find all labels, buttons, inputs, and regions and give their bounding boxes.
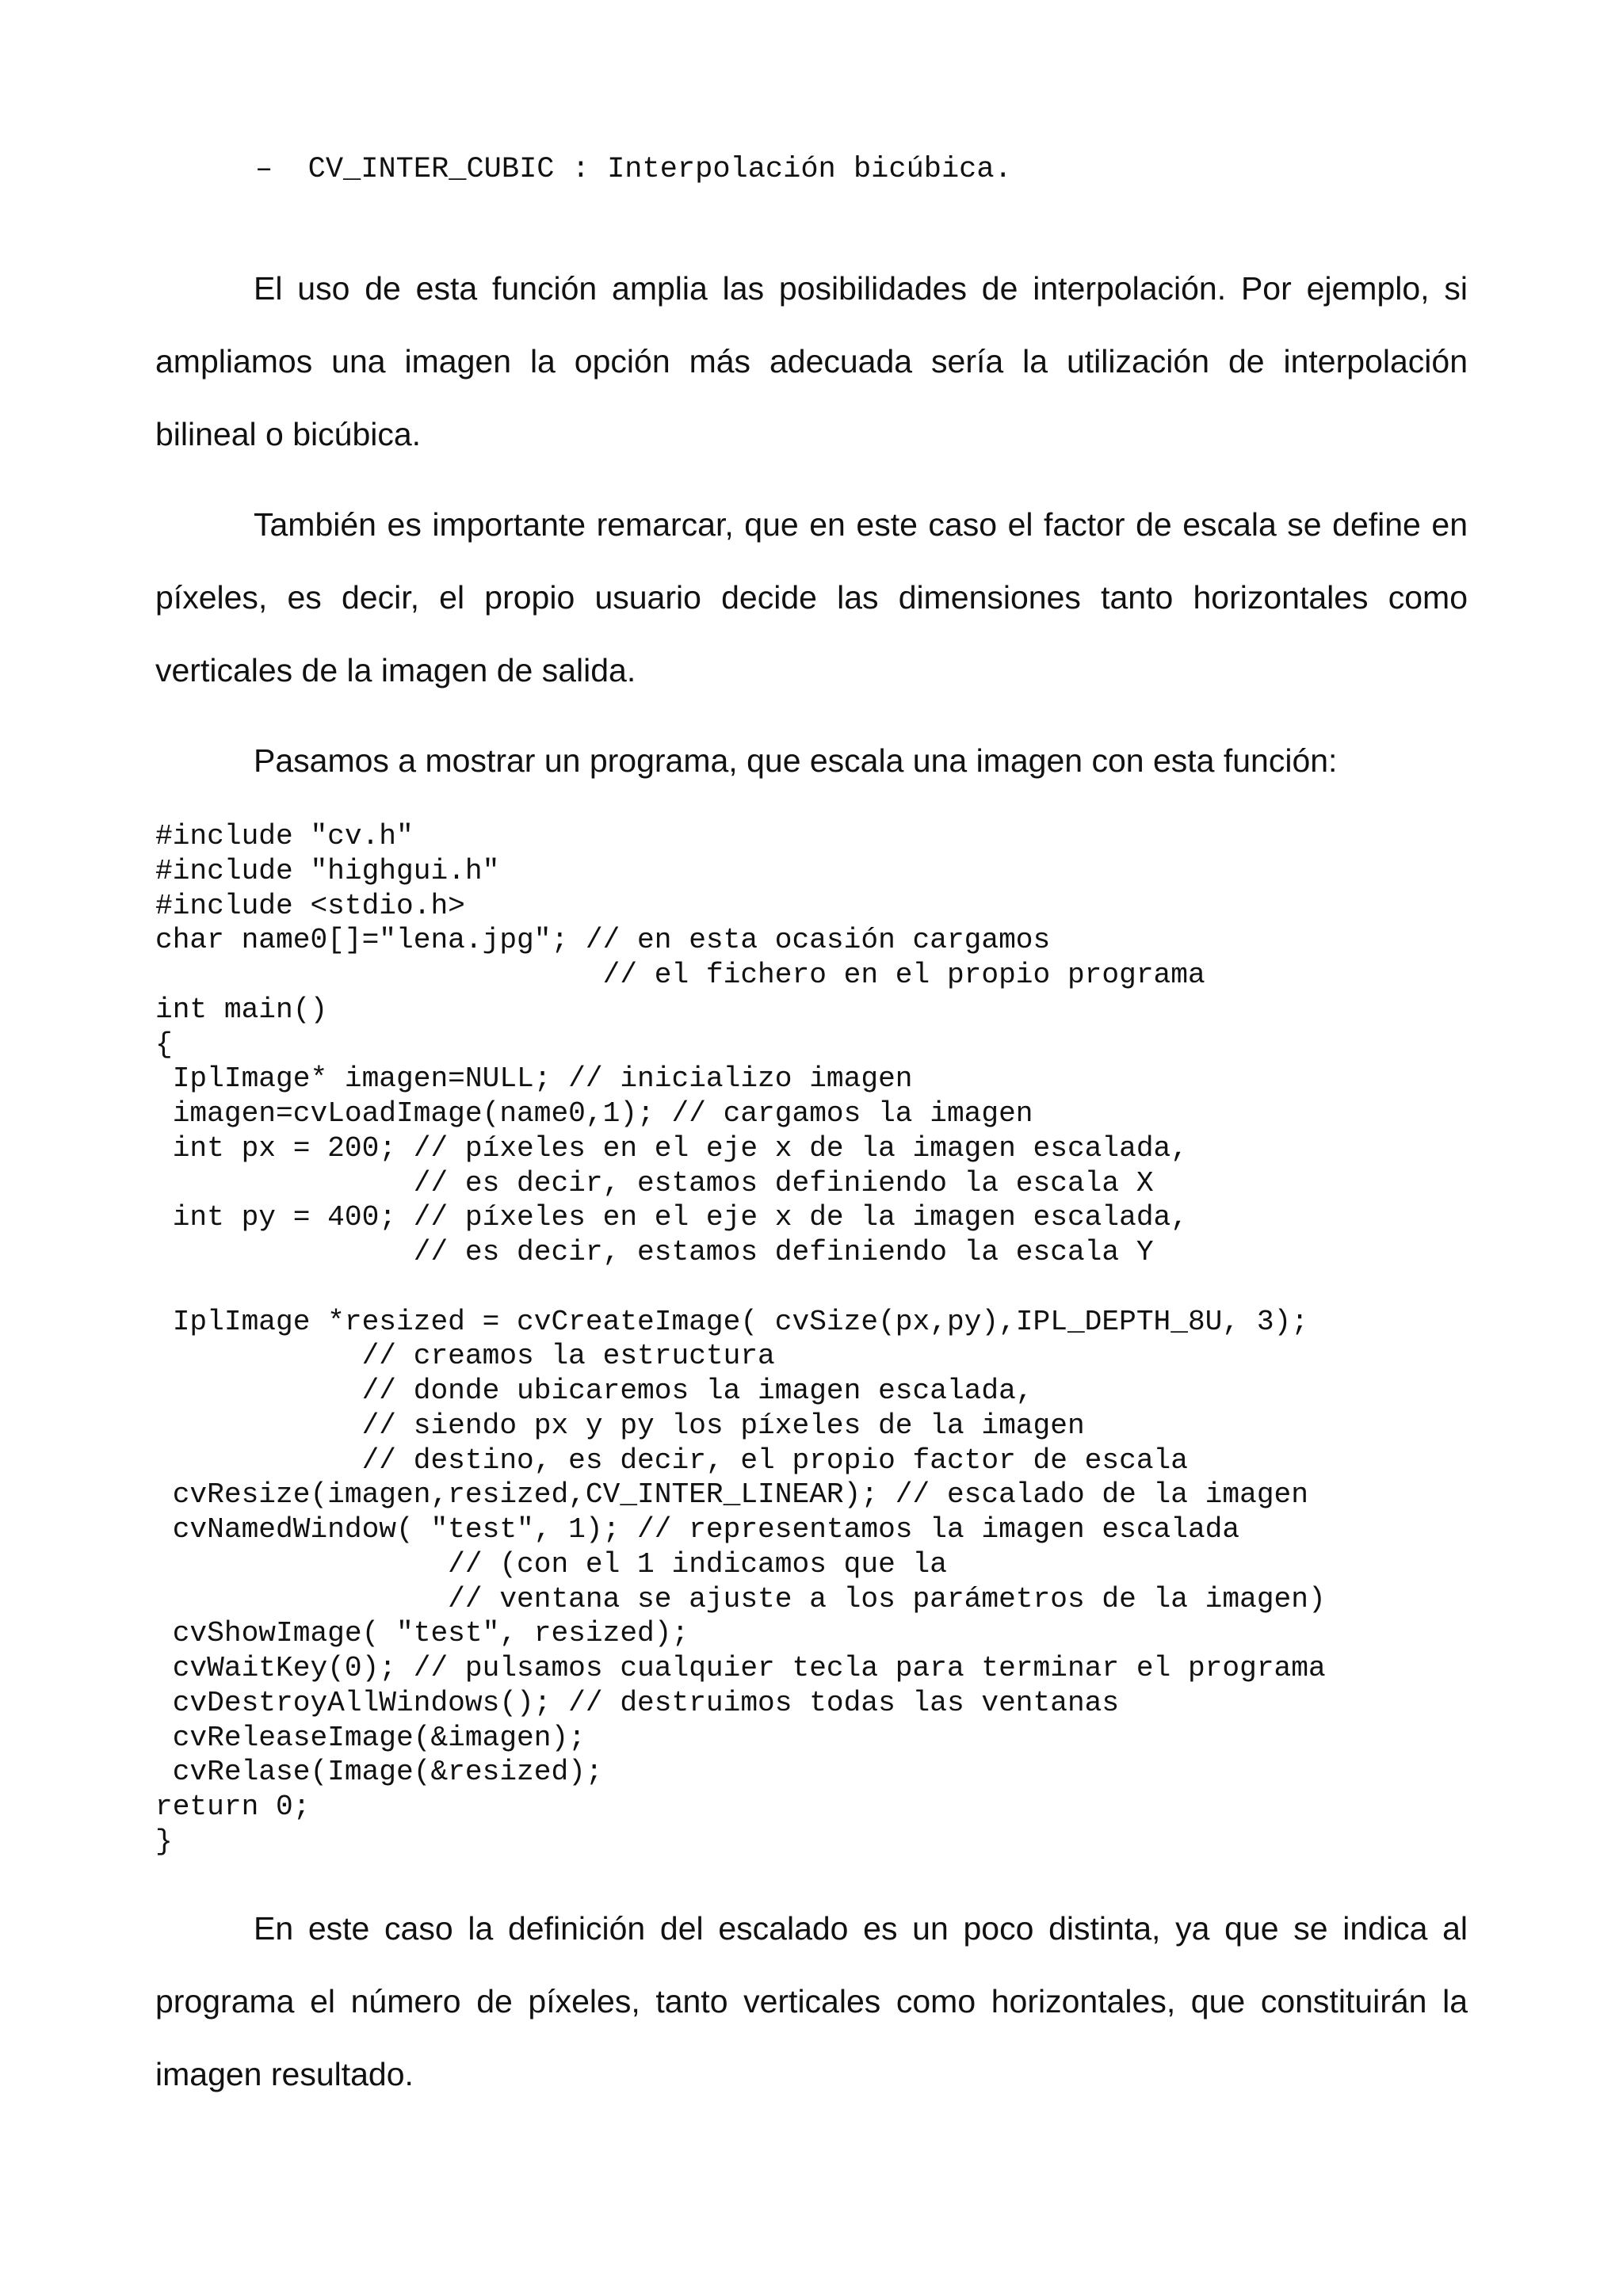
code-line: // siendo px y py los píxeles de la imagen	[155, 1409, 1085, 1442]
code-listing	[155, 819, 1326, 1859]
code-line: return 0;	[155, 1791, 311, 1823]
bullet-item	[255, 152, 1012, 187]
code-line: #include "cv.h"	[155, 820, 414, 852]
paragraph-scale-in-pixels: También es importante remarcar, que en este caso el factor de escala se define en píxeles, es decir, el propio usuario decide las dimensiones tanto horizontales como verticales de la imagen de salida.	[155, 506, 1468, 688]
code-line: cvShowImage( "test", resized);	[155, 1617, 689, 1650]
code-line: // donde ubicaremos la imagen escalada,	[155, 1375, 1033, 1407]
code-line: cvRelase(Image(&resized);	[155, 1756, 603, 1789]
code-line: // es decir, estamos definiendo la escala X	[155, 1166, 1154, 1199]
code-line: imagen=cvLoadImage(name0,1); // cargamos la imagen	[155, 1097, 1033, 1130]
code-line: // el fichero en el propio programa	[155, 959, 1205, 991]
code-line: cvDestroyAllWindows(); // destruimos todas las ventanas	[155, 1686, 1120, 1719]
code-line: int main()	[155, 993, 328, 1026]
code-line: {	[155, 1028, 173, 1061]
code-line: // ventana se ajuste a los parámetros de la imagen)	[155, 1582, 1326, 1615]
code-line: #include "highgui.h"	[155, 854, 500, 887]
bullet-text: CV_INTER_CUBIC : Interpolación bicúbica.	[307, 153, 1012, 186]
code-line: cvReleaseImage(&imagen);	[155, 1721, 586, 1754]
code-line: }	[155, 1825, 173, 1858]
paragraph-interpolation-options: El uso de esta función amplia las posibilidades de interpolación. Por ejemplo, si ampliamos una imagen la opción más adecuada sería la utilización de interpolación bilineal o bicúbica.	[155, 270, 1468, 452]
code-line: cvResize(imagen,resized,CV_INTER_LINEAR); // escalado de la imagen	[155, 1478, 1308, 1512]
code-line: cvWaitKey(0); // pulsamos cualquier tecla para terminar el programa	[155, 1652, 1326, 1684]
paragraph-program-intro: Pasamos a mostrar un programa, que escala una imagen con esta función:	[254, 742, 1338, 779]
paragraph-scaling-definition: En este caso la definición del escalado es un poco distinta, ya que se indica al programa el número de píxeles, tanto verticales como horizontales, que constituirán la imagen resultado.	[155, 1910, 1468, 2092]
code-line: // creamos la estructura	[155, 1340, 775, 1373]
code-line: int px = 200; // píxeles en el eje x de la imagen escalada,	[155, 1131, 1188, 1165]
code-line: // es decir, estamos definiendo la escala Y	[155, 1236, 1154, 1268]
code-line: // (con el 1 indicamos que la	[155, 1547, 947, 1581]
code-line: cvNamedWindow( "test", 1); // representamos la imagen escalada	[155, 1513, 1240, 1546]
code-line	[155, 1270, 1326, 1305]
code-line: int py = 400; // píxeles en el eje x de la imagen escalada,	[155, 1201, 1188, 1234]
code-line: // destino, es decir, el propio factor de escala	[155, 1444, 1188, 1477]
code-line: #include <stdio.h>	[155, 889, 465, 922]
code-line: IplImage *resized = cvCreateImage( cvSize(px,py),IPL_DEPTH_8U, 3);	[155, 1305, 1308, 1338]
code-line: IplImage* imagen=NULL; // inicializo imagen	[155, 1062, 913, 1096]
bullet-dash: –	[255, 153, 273, 186]
code-line: char name0[]="lena.jpg"; // en esta ocasión cargamos	[155, 924, 1051, 957]
